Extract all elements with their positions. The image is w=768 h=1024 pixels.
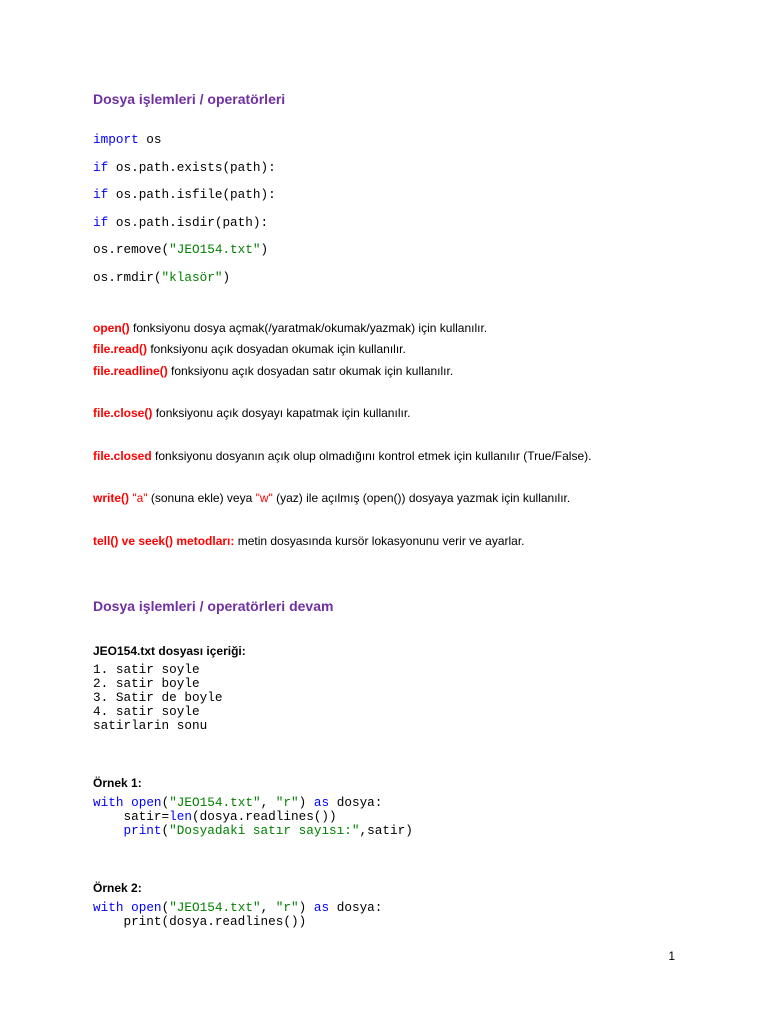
code-line-isfile [93,181,276,209]
code-text: print(dosya.readlines()) [93,914,307,929]
code-line-with [93,901,382,915]
file-line [93,719,222,733]
example-1-label: Örnek 1: [93,776,142,790]
code-keyword: with [93,900,124,915]
description-open [93,318,487,338]
code-line-rmdir [93,264,276,292]
code-keyword: open [131,900,162,915]
code-keyword: print [123,823,162,838]
file-line [93,663,222,677]
code-line-print [93,915,382,929]
code-block-os-module [93,126,276,292]
function-name: open() [93,321,130,335]
section-heading: Dosya işlemleri / operatörleri [93,91,286,107]
code-keyword: if [93,159,109,175]
code-text: dosya: [329,795,383,810]
code-text: ( [161,795,170,810]
example-2-label: Örnek 2: [93,881,142,895]
file-line-text: 4. satir soyle [93,704,200,719]
file-contents-label: JEO154.txt dosyası içeriği: [93,644,246,658]
page-number: 1 [668,949,675,963]
example-1-code [93,796,413,838]
code-text: satir= [93,809,170,824]
function-name: file.close() [93,406,153,420]
code-line-print [93,824,413,838]
file-line-text: satirlarin sonu [93,718,208,733]
code-text: os.remove( [93,242,170,258]
description-text: (sonuna ekle) veya [147,491,256,505]
file-line [93,677,222,691]
mode-append: "a" [132,491,148,505]
description-text: fonksiyonu dosya açmak(/yaratmak/okumak/yazmak) için kullanılır. [129,321,488,335]
function-name: write() [93,491,129,505]
code-line-len [93,810,413,824]
description-readline [93,361,453,381]
code-string: "JEO154.txt" [169,795,261,810]
code-line-isdir [93,209,276,237]
code-string: "JEO154.txt" [169,900,261,915]
description-text: (yaz) ile açılmış (open()) dosyaya yazmak için kullanılır. [272,491,571,505]
description-close [93,403,410,423]
file-line-text: 1. satir soyle [93,662,200,677]
code-keyword: import [93,132,139,147]
code-text: ( [161,823,170,838]
code-text: ) [298,795,314,810]
description-closed [93,446,591,466]
code-keyword: if [93,214,109,230]
code-line-remove [93,236,276,264]
file-line-text: 2. satir boyle [93,676,200,691]
description-text: fonksiyonu açık dosyadan okumak için kullanılır. [147,342,406,356]
code-keyword: as [313,900,330,915]
file-contents-block [93,663,222,733]
code-keyword: if [93,187,109,203]
code-string: "Dosyadaki satır sayısı:" [169,823,360,838]
code-text [123,796,131,810]
description-text: fonksiyonu açık dosyadan satır okumak için kullanılır. [167,364,454,378]
description-tell-seek [93,531,525,551]
file-line [93,705,222,719]
description-text: fonksiyonu dosyanın açık olup olmadığını kontrol etmek için kullanılır (True/False). [151,449,592,463]
code-string: "JEO154.txt" [169,242,261,258]
function-name: file.readline() [93,364,168,378]
code-text: ( [161,900,170,915]
code-text: dosya: [329,900,383,915]
file-line-text: 3. Satir de boyle [93,690,223,705]
code-string: "r" [275,900,299,915]
code-text: (dosya.readlines()) [191,809,337,824]
code-text: os.path.exists(path): [108,159,276,175]
mode-write: "w" [255,491,273,505]
code-keyword: with [93,795,124,810]
code-line-import [93,126,276,154]
code-text: os.rmdir( [93,269,162,285]
section-heading: Dosya işlemleri / operatörleri devam [93,598,334,614]
code-text: , [260,795,276,810]
code-string: "klasör" [161,269,223,285]
example-2-code [93,901,382,929]
function-name: file.closed [93,449,152,463]
function-name: file.read() [93,342,148,356]
description-write [93,488,570,508]
code-line-with [93,796,413,810]
code-text: ) [222,269,231,285]
code-text: os.path.isfile(path): [108,187,276,203]
code-line-exists [93,154,276,182]
description-text: fonksiyonu açık dosyayı kapatmak için kullanılır. [152,406,411,420]
code-text [123,901,131,915]
code-text: ,satir) [359,823,413,838]
code-string: "r" [275,795,299,810]
function-name: tell() ve seek() metodları: [93,534,235,548]
code-text: , [260,900,276,915]
code-text [93,824,123,838]
code-text: os.path.isdir(path): [108,214,269,230]
description-read [93,339,406,359]
code-text: ) [298,900,314,915]
file-line [93,691,222,705]
code-keyword: open [131,795,162,810]
description-text: metin dosyasında kursör lokasyonunu verir ve ayarlar. [234,534,525,548]
code-text: os [138,132,162,147]
code-keyword: as [313,795,330,810]
code-keyword: len [169,809,192,824]
code-text: ) [260,242,269,258]
